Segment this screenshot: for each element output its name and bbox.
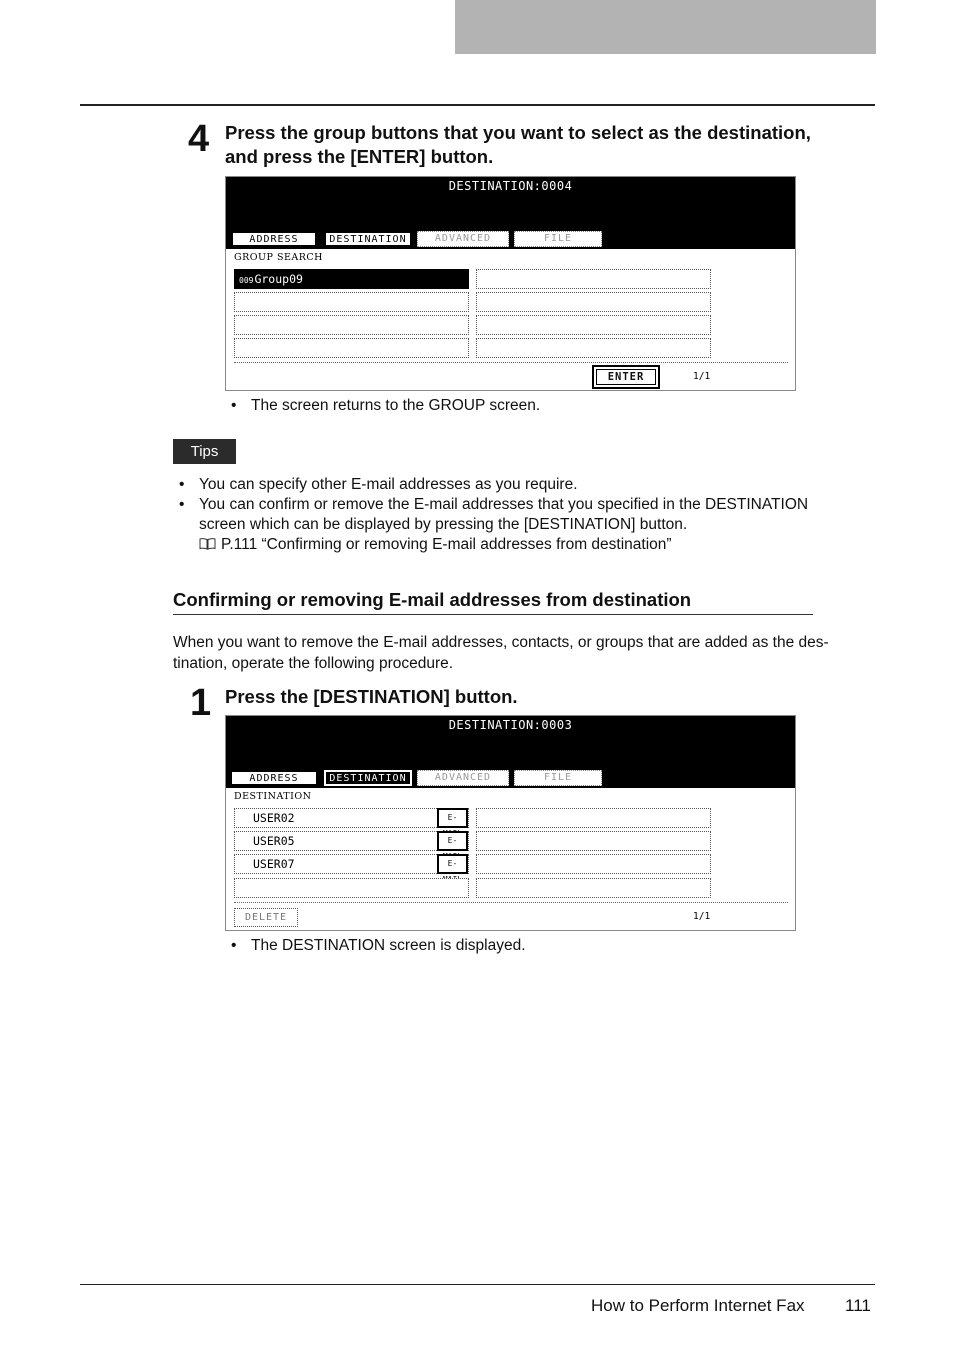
group-item[interactable] — [476, 338, 711, 358]
group-item[interactable] — [476, 315, 711, 335]
tip-item: • You can confirm or remove the E-mail addresses that you specified in the DESTINATION — [179, 496, 809, 513]
destination-item[interactable]: USER02 — [234, 808, 469, 828]
destination-item[interactable] — [234, 878, 469, 898]
group-item[interactable] — [234, 338, 469, 358]
group-item[interactable] — [476, 292, 711, 312]
tips-label: Tips — [173, 439, 236, 464]
footer-rule — [80, 1284, 875, 1285]
destination-item[interactable]: USER05 — [234, 831, 469, 851]
intro-line1: When you want to remove the E-mail addresses, contacts, or groups that are added as the des- — [173, 634, 829, 651]
section-label: DESTINATION — [234, 791, 312, 802]
destination-item[interactable]: USER07 — [234, 854, 469, 874]
step-title-line1: Press the group buttons that you want to select as the destination, — [225, 122, 811, 143]
destination-item[interactable] — [476, 854, 711, 874]
intro-line2: tination, operate the following procedure. — [173, 655, 454, 672]
email-type-button[interactable]: E- — [437, 854, 468, 874]
group-number: 009 — [239, 276, 254, 285]
destination-screen — [225, 715, 796, 931]
footer-chapter-title: How to Perform Internet Fax — [591, 1296, 805, 1315]
section-label: GROUP SEARCH — [234, 252, 323, 263]
group-item[interactable] — [476, 269, 711, 289]
tip-item: • You can specify other E-mail addresses as you require. — [179, 476, 578, 493]
header-gray-bar — [455, 0, 876, 54]
tab-destination[interactable]: DESTINATION — [324, 770, 412, 786]
step-title: Press the [DESTINATION] button. — [225, 686, 518, 707]
screen-header — [226, 716, 795, 788]
page-indicator: 1/1 — [693, 911, 711, 922]
tab-advanced[interactable]: ADVANCED — [417, 231, 509, 247]
email-type-button[interactable]: E- — [437, 808, 468, 828]
group-search-screen — [225, 176, 796, 391]
screen-title: DESTINATION:0004 — [448, 179, 573, 193]
tab-address[interactable]: ADDRESS — [231, 231, 317, 247]
page-reference-link[interactable]: P.111 “Confirming or removing E-mail addresses from destination” — [199, 535, 672, 556]
screen-title: DESTINATION:0003 — [448, 718, 573, 732]
book-icon — [199, 537, 216, 550]
step-note: • The screen returns to the GROUP screen. — [231, 397, 541, 414]
tab-advanced[interactable]: ADVANCED — [417, 770, 509, 786]
delete-button[interactable]: DELETE — [234, 908, 298, 927]
group-name: Group09 — [254, 272, 303, 286]
tip-item-continued: screen which can be displayed by pressing the [DESTINATION] button. — [199, 516, 688, 533]
destination-item[interactable] — [476, 878, 711, 898]
divider — [234, 362, 788, 363]
email-type-button[interactable]: E- — [437, 831, 468, 851]
destination-item[interactable] — [476, 831, 711, 851]
enter-button[interactable]: ENTER — [592, 365, 660, 389]
step-number: 1 — [190, 682, 212, 724]
page-indicator: 1/1 — [693, 371, 711, 382]
group-item[interactable] — [234, 292, 469, 312]
step-number: 4 — [188, 118, 210, 160]
divider — [234, 902, 788, 903]
tab-destination[interactable]: DESTINATION — [324, 231, 412, 247]
tab-file[interactable]: FILE — [514, 770, 602, 786]
step-note: • The DESTINATION screen is displayed. — [231, 937, 526, 954]
screen-header — [226, 177, 795, 249]
group-item[interactable] — [234, 315, 469, 335]
group-item-selected[interactable] — [234, 269, 469, 289]
section-rule — [173, 614, 813, 615]
page-number: 111 — [845, 1296, 871, 1315]
destination-item[interactable] — [476, 808, 711, 828]
tab-file[interactable]: FILE — [514, 231, 602, 247]
section-heading: Confirming or removing E-mail addresses from destination — [173, 589, 692, 610]
step-title-line2: and press the [ENTER] button. — [225, 146, 494, 167]
tab-address[interactable]: ADDRESS — [230, 770, 318, 786]
header-rule — [80, 104, 875, 106]
